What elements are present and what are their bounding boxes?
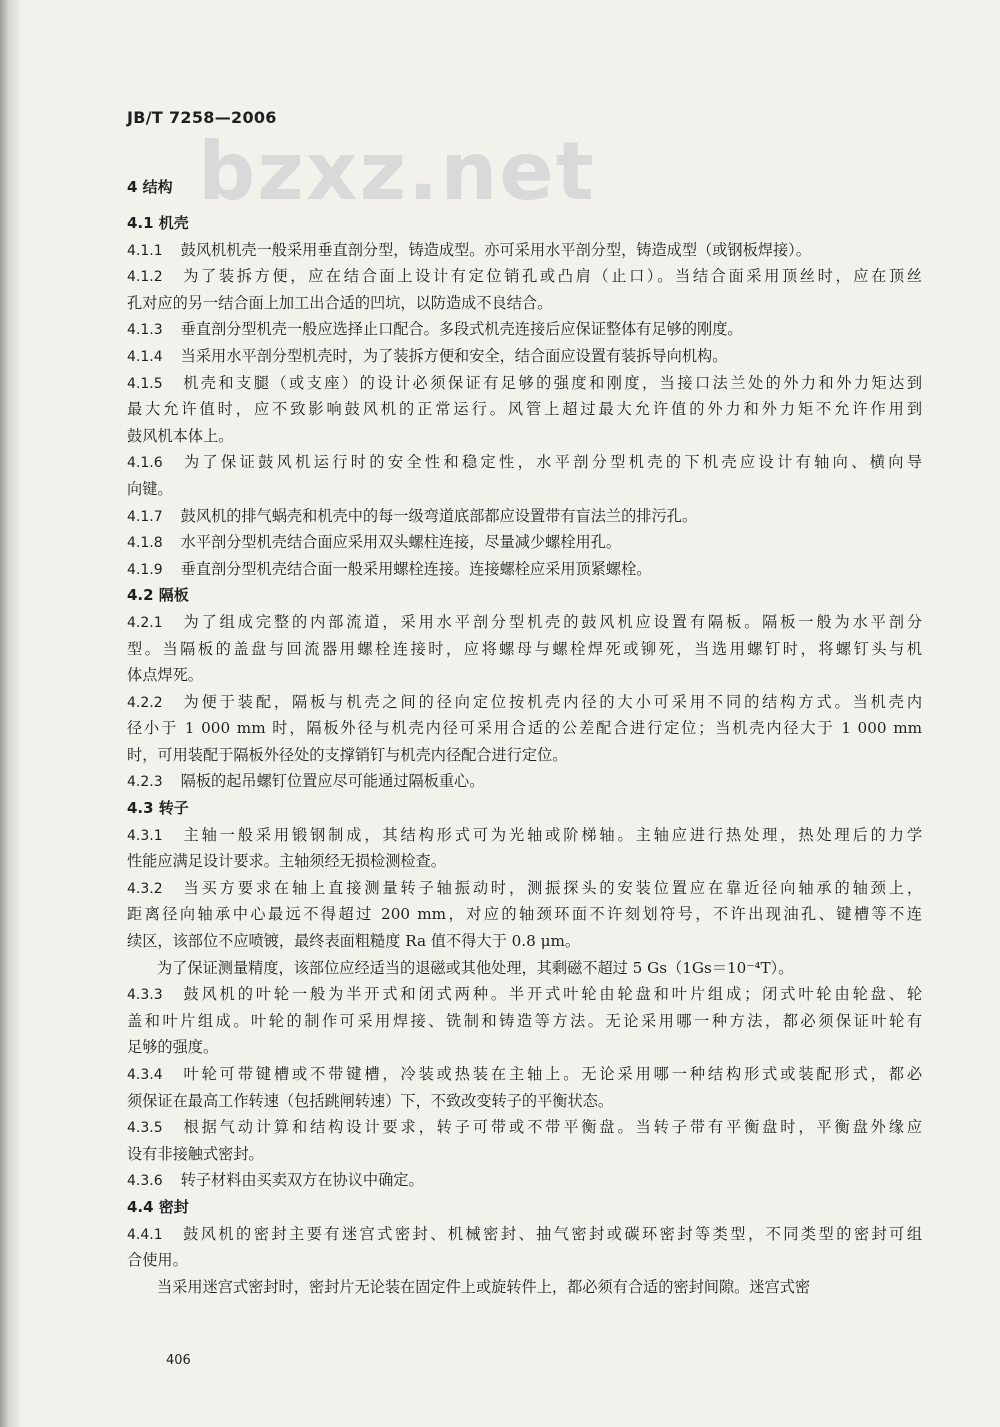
clause-4-3-3 (127, 981, 922, 1008)
clause-text: 为了组成完整的内部流道，采用水平剖分型机壳的鼓风机应设置有隔板。隔板一般为水平剖分 (180, 612, 922, 631)
standard-code: JB/T 7258—2006 (127, 108, 277, 127)
clause-text: 水平剖分型机壳结合面应采用双头螺柱连接，尽量减少螺栓用孔。 (180, 533, 622, 552)
clause-text: 鼓风机的密封主要有迷宫式密封、机械密封、抽气密封或碳环密封等类型，不同类型的密封可组 (180, 1224, 922, 1243)
clause-text: 鼓风机机壳一般采用垂直剖分型，铸造成型。亦可采用水平剖分型，铸造成型（或钢板焊接）。 (180, 240, 811, 259)
clause-number: 4.3.6 (127, 1173, 163, 1190)
scan-edge-shadow (0, 0, 22, 1427)
clause-text-continued: 设有非接触式密封。 (127, 1144, 264, 1163)
clause-text: 鼓风机的排气蜗壳和机壳中的每一级弯道底部都应设置带有盲法兰的排污孔。 (180, 506, 697, 525)
clause-number: 4.2.1 (127, 614, 163, 631)
clause-4-1-6 (127, 449, 922, 476)
clause-4-4-1 (127, 1221, 922, 1248)
clause-number: 4.1.7 (127, 508, 163, 525)
clause-text-continued: 盖和叶片组成。叶轮的制作可采用焊接、铣制和铸造等方法。无论采用哪一种方法，都必须保证叶轮有 (127, 1011, 922, 1030)
clause-number: 4.1.1 (127, 242, 163, 259)
clause-text-continued: 鼓风机本体上。 (127, 426, 234, 445)
clause-4-2-3 (127, 768, 922, 795)
clause-text: 为便于装配，隔板与机壳之间的径向定位按机壳内径的大小可采用不同的结构方式。当机壳内 (180, 692, 922, 711)
clause-number: 4.3.5 (127, 1120, 163, 1137)
watermark: bzxz.net (198, 125, 596, 218)
clause-4-1-3 (127, 316, 922, 343)
clause-number: 4.1.9 (127, 561, 163, 578)
clause-number: 4.3.3 (127, 987, 163, 1004)
subsection-heading-4-4: 4.4 密封 (127, 1197, 189, 1216)
clause-text-continued: 合使用。 (127, 1251, 188, 1270)
clause-number: 4.1.6 (127, 455, 163, 472)
clause-text: 根据气动计算和结构设计要求，转子可带或不带平衡盘。当转子带有平衡盘时，平衡盘外缘应 (180, 1118, 922, 1137)
clause-text-continued: 须保证在最高工作转速（包括跳闸转速）下，不致改变转子的平衡状态。 (127, 1091, 613, 1110)
clause-text-continued: 性能应满足设计要求。主轴须经无损检测检查。 (127, 852, 446, 871)
clause-number: 4.1.4 (127, 348, 163, 365)
clause-4-1-2 (127, 263, 922, 290)
clause-text: 鼓风机的叶轮一般为半开式和闭式两种。半开式叶轮由轮盘和叶片组成；闭式叶轮由轮盘、轮 (180, 985, 922, 1004)
clause-text: 叶轮可带键槽或不带键槽，冷装或热装在主轴上。无论采用哪一种结构形式或装配形式，都必 (180, 1065, 922, 1083)
clause-number: 4.3.2 (127, 880, 163, 897)
clause-4-2-1 (127, 609, 922, 636)
clause-text-continued: 足够的强度。 (127, 1038, 219, 1057)
clause-4-2-2 (127, 689, 922, 716)
clause-number: 4.1.2 (127, 269, 163, 286)
clause-text: 为了装拆方便，应在结合面上设计有定位销孔或凸肩（止口）。当结合面采用顶丝时，应在顶丝 (180, 267, 922, 286)
clause-text-continued: 时，可用装配于隔板外径处的支撑销钉与机壳内径配合进行定位。 (127, 745, 568, 764)
clause-text: 为了保证鼓风机运行时的安全性和稳定性，水平剖分型机壳的下机壳应设计有轴向、横向导 (180, 453, 922, 472)
clause-number: 4.3.1 (127, 827, 163, 844)
clause-paragraph: 为了保证测量精度，该部位应经适当的退磁或其他处理，其剩磁不超过 5 Gs（1Gs＝10⁻⁴T）。 (157, 958, 794, 977)
clause-number: 4.1.8 (127, 535, 163, 552)
page-number: 406 (166, 1353, 191, 1368)
clause-4-3-5 (127, 1114, 922, 1141)
clause-4-3-6 (127, 1167, 922, 1194)
clause-paragraph: 当采用迷宫式密封时，密封片无论装在固定件上或旋转件上，都必须有合适的密封间隙。迷宫式密 (157, 1277, 811, 1296)
clause-text: 垂直剖分型机壳一般应选择止口配合。多段式机壳连接后应保证整体有足够的刚度。 (180, 320, 743, 339)
clause-number: 4.2.3 (127, 774, 163, 791)
clause-number: 4.4.1 (127, 1226, 163, 1243)
clause-4-1-5 (127, 370, 922, 397)
clause-4-1-7 (127, 503, 922, 530)
clause-text: 机壳和支腿（或支座）的设计必须保证有足够的强度和刚度，当接口法兰处的外力和外力矩达到 (180, 373, 922, 392)
clause-text: 垂直剖分型机壳结合面一般采用螺栓连接。连接螺栓应采用顶紧螺栓。 (180, 559, 652, 578)
clause-text-continued: 径小于 1 000 mm 时，隔板外径与机壳内径可采用合适的公差配合进行定位；当机壳内径大于 1 000 mm (127, 719, 922, 738)
document-body (127, 170, 922, 1300)
clause-text-continued: 距离径向轴承中心最远不得超过 200 mm，对应的轴颈环面不许刻划符号，不许出现油孔、键槽等不连 (127, 905, 922, 924)
clause-text-continued: 孔对应的另一结合面上加工出合适的凹坑，以防造成不良结合。 (127, 293, 553, 312)
clause-text-continued: 续区，该部位不应喷镀，最终表面粗糙度 Ra 值不得大于 0.8 μm。 (127, 932, 581, 951)
clause-text: 转子材料由买卖双方在协议中确定。 (180, 1171, 424, 1190)
clause-text-continued: 向键。 (127, 479, 173, 498)
clause-4-3-4 (127, 1061, 922, 1088)
clause-text: 当采用水平剖分型机壳时，为了装拆方便和安全，结合面应设置有装拆导向机构。 (180, 346, 728, 365)
clause-number: 4.1.5 (127, 375, 163, 392)
clause-text: 隔板的起吊螺钉位置应尽可能通过隔板重心。 (180, 772, 485, 791)
clause-text: 当买方要求在轴上直接测量转子轴振动时，测振探头的安装位置应在靠近径向轴承的轴颈上， (180, 878, 922, 897)
clause-number: 4.2.2 (127, 694, 163, 711)
subsection-heading-4-2: 4.2 隔板 (127, 586, 189, 605)
clause-text-continued: 型。当隔板的盖盘与回流器用螺栓连接时，应将螺母与螺栓焊死或铆死，当选用螺钉时，将螺钉头与机 (127, 639, 922, 658)
clause-text-continued: 最大允许值时，应不致影响鼓风机的正常运行。风管上超过最大允许值的外力和外力矩不允许作用到 (127, 400, 922, 419)
clause-4-1-1 (127, 237, 922, 264)
clause-4-1-9 (127, 556, 922, 583)
subsection-heading-4-3: 4.3 转子 (127, 799, 189, 818)
subsection-heading-4-1: 4.1 机壳 (127, 214, 189, 232)
clause-4-3-1 (127, 822, 922, 849)
clause-4-1-8 (127, 529, 922, 556)
clause-4-1-4 (127, 343, 922, 370)
clause-text-continued: 体点焊死。 (127, 666, 203, 685)
clause-4-3-2 (127, 875, 922, 902)
clause-number: 4.3.4 (127, 1067, 163, 1083)
clause-text: 主轴一般采用锻钢制成，其结构形式可为光轴或阶梯轴。主轴应进行热处理，热处理后的力学 (180, 825, 922, 844)
section-title: 4 结构 (127, 178, 173, 196)
clause-number: 4.1.3 (127, 322, 163, 339)
